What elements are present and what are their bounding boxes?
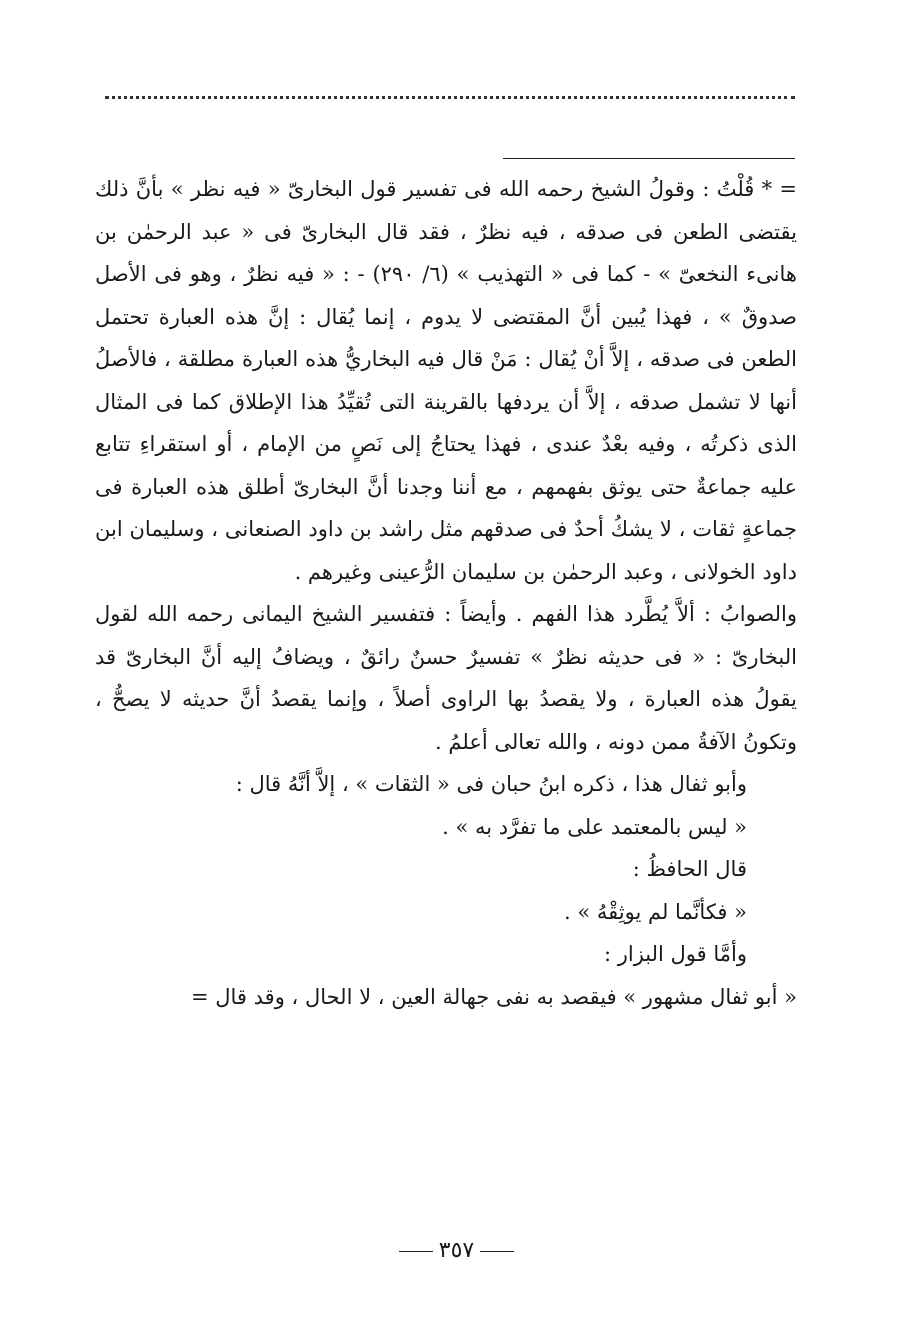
- page-number-footer: [0, 1238, 913, 1263]
- page-number-dash-right: [480, 1251, 514, 1252]
- footnote-text-block: [95, 168, 797, 1018]
- footnote-paragraph-6: « فكأنَّما لم يوثِقْهُ » .: [564, 899, 747, 924]
- page-number: ٣٥٧: [438, 1238, 475, 1263]
- footnote-paragraph-5: قال الحافظُ :: [632, 857, 747, 881]
- footnote-paragraph-7: وأمَّا قول البزار :: [603, 942, 747, 966]
- footnote-paragraph-2: والصوابُ : ألاَّ يُطَّرد هذا الفهم . وأيضاً : فتفسير الشيخ اليمانى رحمه الله لقول البخارىّ : « فى حديثه نظرٌ » تفسيرٌ حسنٌ رائقٌ ، ويضافُ إليه أنَّ البخارىّ قد يقولُ هذه العبارة ، ولا يقصدُ بها الراوى أصلاً ، وإنما يقصدُ أنَّ حديثه لا يصحُّ ، وتكونُ الآفةُ ممن دونه ، والله تعالى أعلمُ .: [95, 602, 797, 754]
- footnote-paragraph-4: « ليس بالمعتمد على ما تفرَّد به » .: [442, 814, 747, 839]
- footnote-paragraph-1: = * قُلْتُ : وقولُ الشيخ رحمه الله فى تفسير قول البخارىّ « فيه نظر » بأنَّ ذلك يقتضى الطعن فى صدقه ، فيه نظرٌ ، فقد قال البخارىّ فى « عبد الرحمٰن بن هانىء النخعىّ » - كما فى « التهذيب » (٦/ ٢٩٠) - : « فيه نظرٌ ، وهو فى الأصل صدوقٌ » ، فهذا يُبين أنَّ المقتضى لا يدوم ، إنما يُقال : إنَّ هذه العبارة تحتمل الطعن فى صدقه ، إلاَّ أنْ يُقال : مَنْ قال فيه البخاريُّ هذه العبارة مطلقة ، فالأصلُ أنها لا تشمل صدقه ، إلاَّ أن يردفها بالقرينة التى تُقيِّدُ هذا الإطلاق كما فى المثال الذى ذكرتُه ، وفيه بعْدٌ عندى ، فهذا يحتاجُ إلى نَصٍ من الإمام ، أو استقراءِ تتابع عليه جماعةٌ حتى يوثق بفهمهم ، مع أننا وجدنا أنَّ البخارىّ أطلق هذه العبارة فى جماعةٍ ثقات ، لا يشكُ أحدٌ فى صدقهم مثل راشد بن داود الصنعانى ، وسليمان ابن داود الخولانى ، وعبد الرحمٰن بن سليمان الرُّعينى وغيرهم .: [95, 177, 797, 584]
- footnote-paragraph-8: « أبو ثفال مشهور » فيقصد به نفى جهالة العين ، لا الحال ، وقد قال =: [191, 984, 797, 1009]
- footnote-separator-rule: [503, 158, 795, 159]
- footnote-paragraph-3: وأبو ثفال هذا ، ذكره ابنُ حبان فى « الثقات » ، إلاَّ أنَّهُ قال :: [235, 772, 747, 796]
- top-dotted-separator: [105, 96, 795, 99]
- page-number-dash-left: [399, 1251, 433, 1252]
